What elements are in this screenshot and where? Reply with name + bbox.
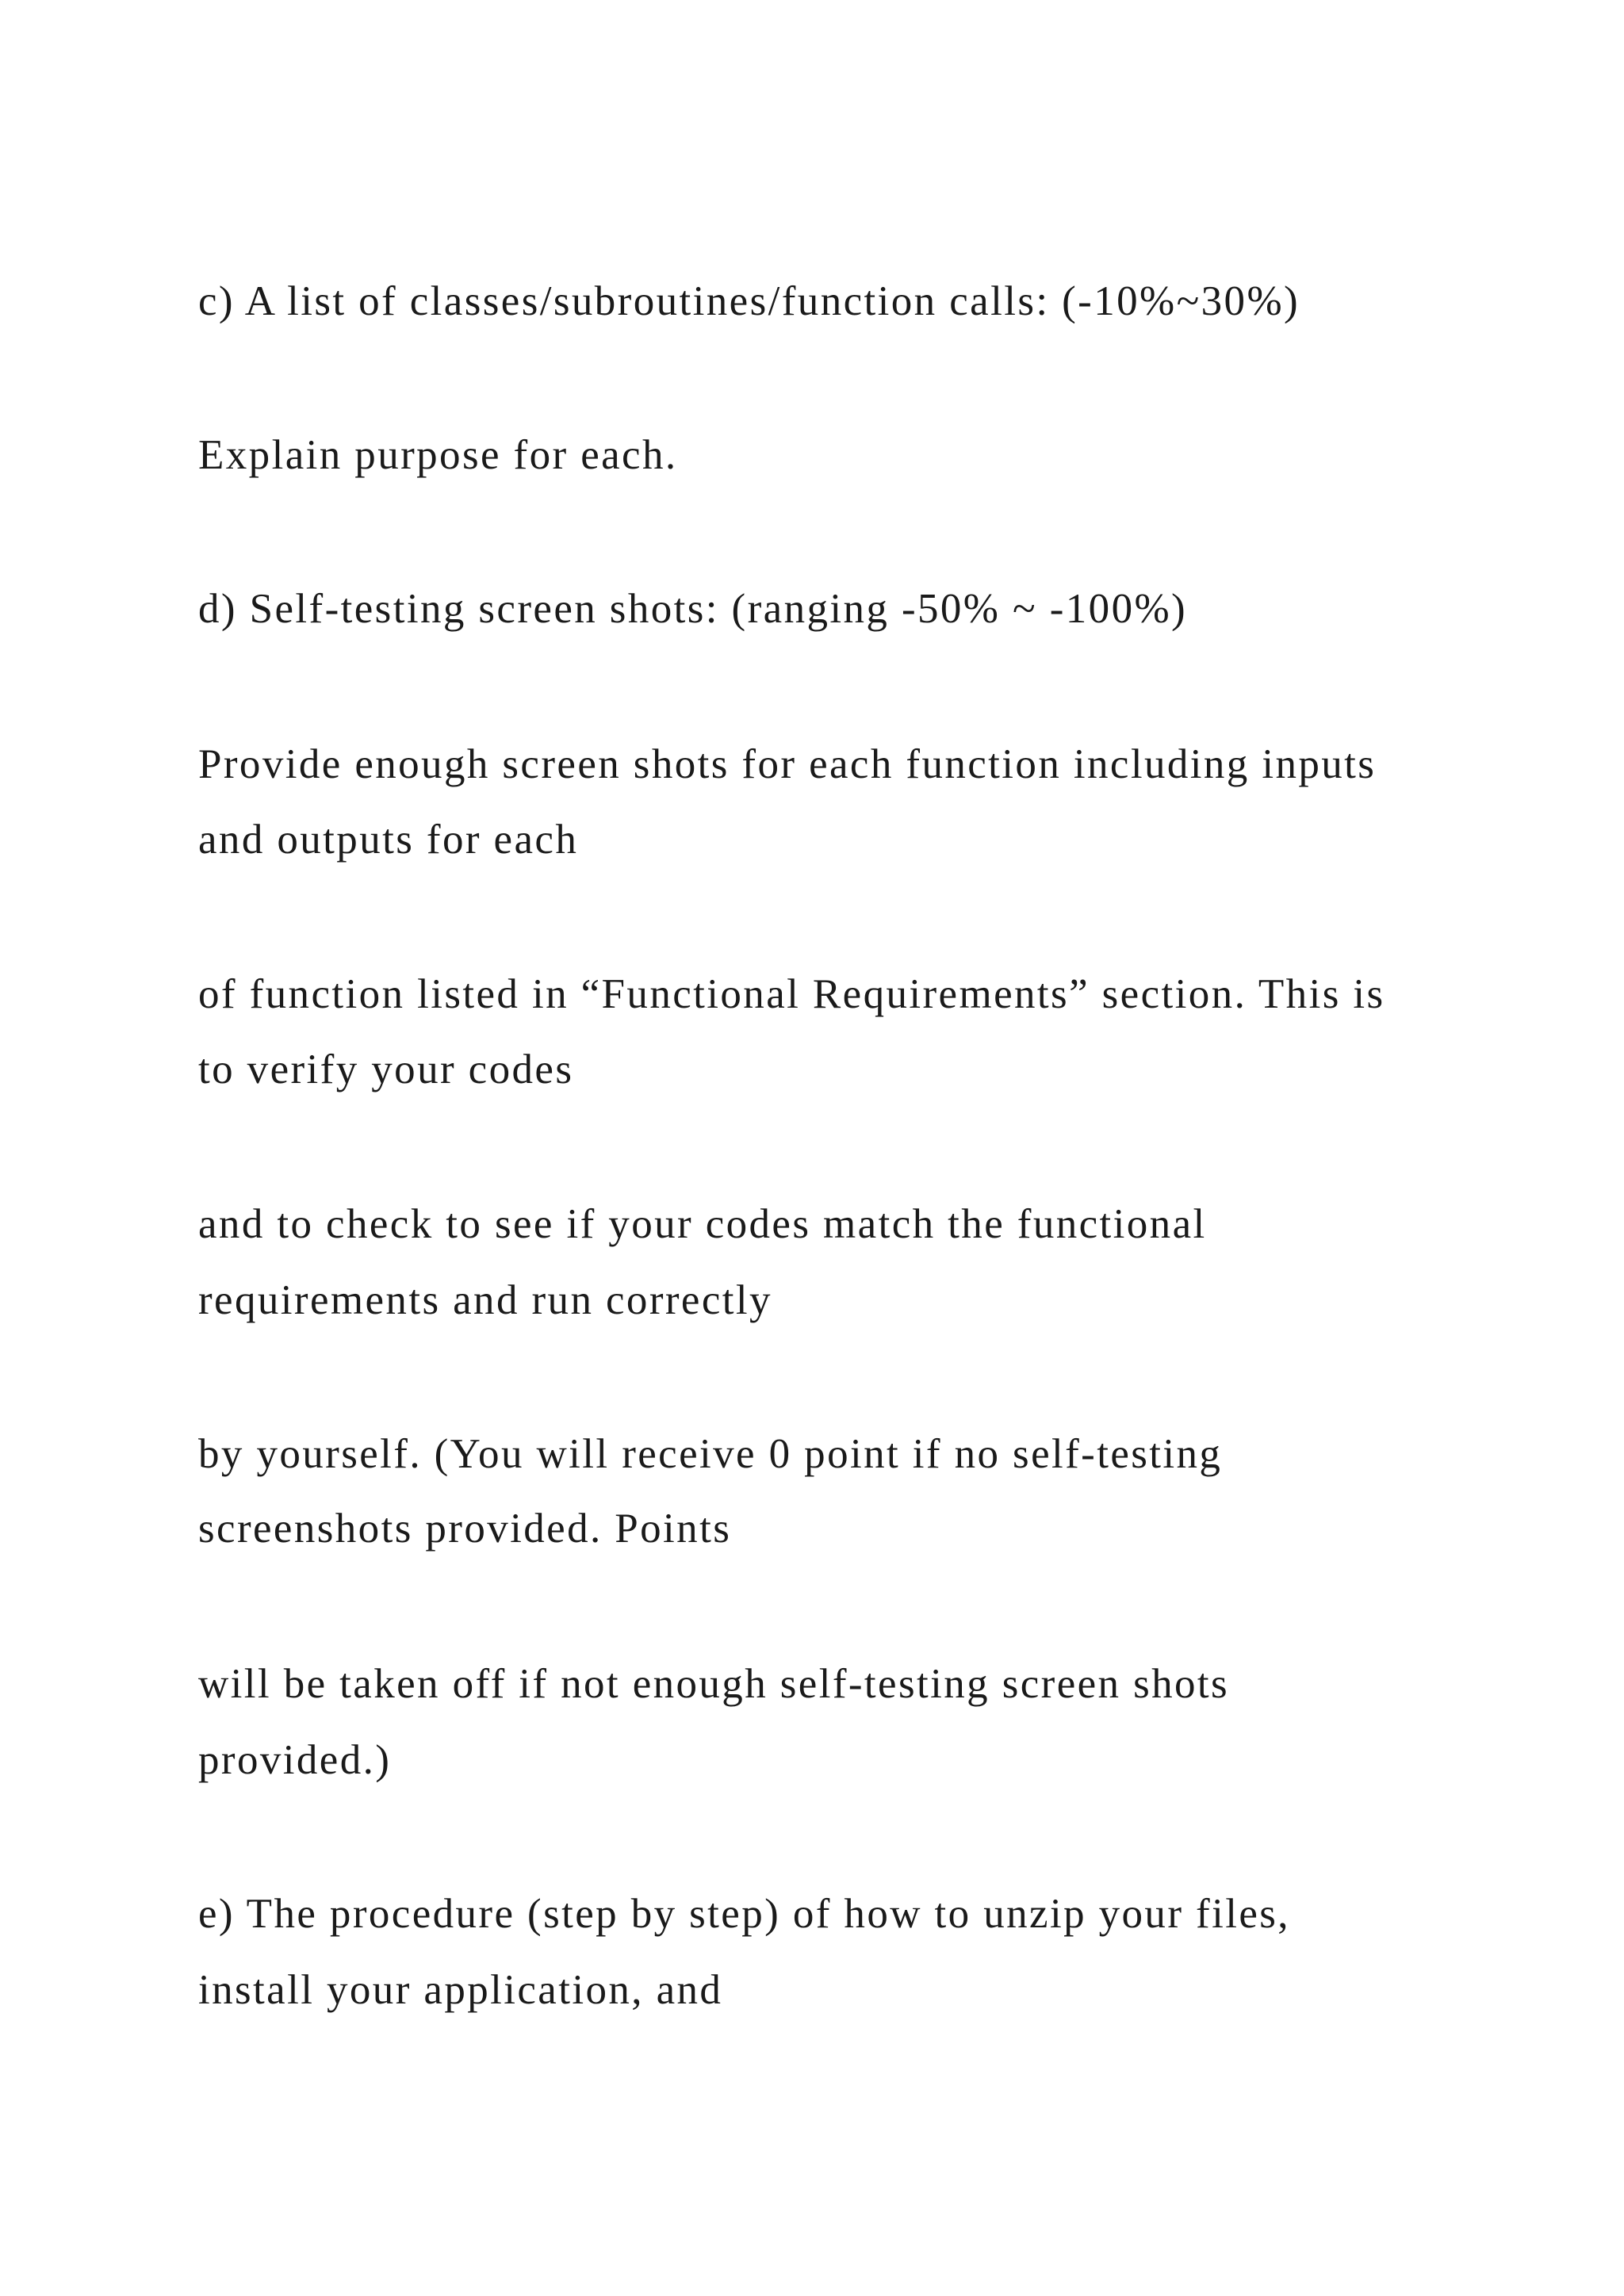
text-line: provided.): [198, 1737, 392, 1783]
text-line: by yourself. (You will receive 0 point if no self-testing: [198, 1431, 1223, 1477]
text-line: to verify your codes: [198, 1047, 574, 1093]
text-line: and outputs for each: [198, 817, 579, 863]
text-line: of function listed in “Functional Requirements” section. This is: [198, 971, 1385, 1017]
text-line: c) A list of classes/subroutines/function calls: (-10%~30%): [198, 278, 1300, 324]
text-line: install your application, and: [198, 1967, 723, 2013]
text-line: screenshots provided. Points: [198, 1506, 732, 1552]
text-line: e) The procedure (step by step) of how to unzip your files,: [198, 1891, 1290, 1937]
text-line: d) Self-testing screen shots: (ranging -50% ~ -100%): [198, 586, 1188, 632]
text-line: requirements and run correctly: [198, 1277, 772, 1323]
text-line: and to check to see if your codes match the functional: [198, 1201, 1207, 1247]
text-line: will be taken off if not enough self-testing screen shots: [198, 1661, 1230, 1707]
text-line: Explain purpose for each.: [198, 432, 678, 478]
text-line: Provide enough screen shots for each function including inputs: [198, 741, 1377, 787]
